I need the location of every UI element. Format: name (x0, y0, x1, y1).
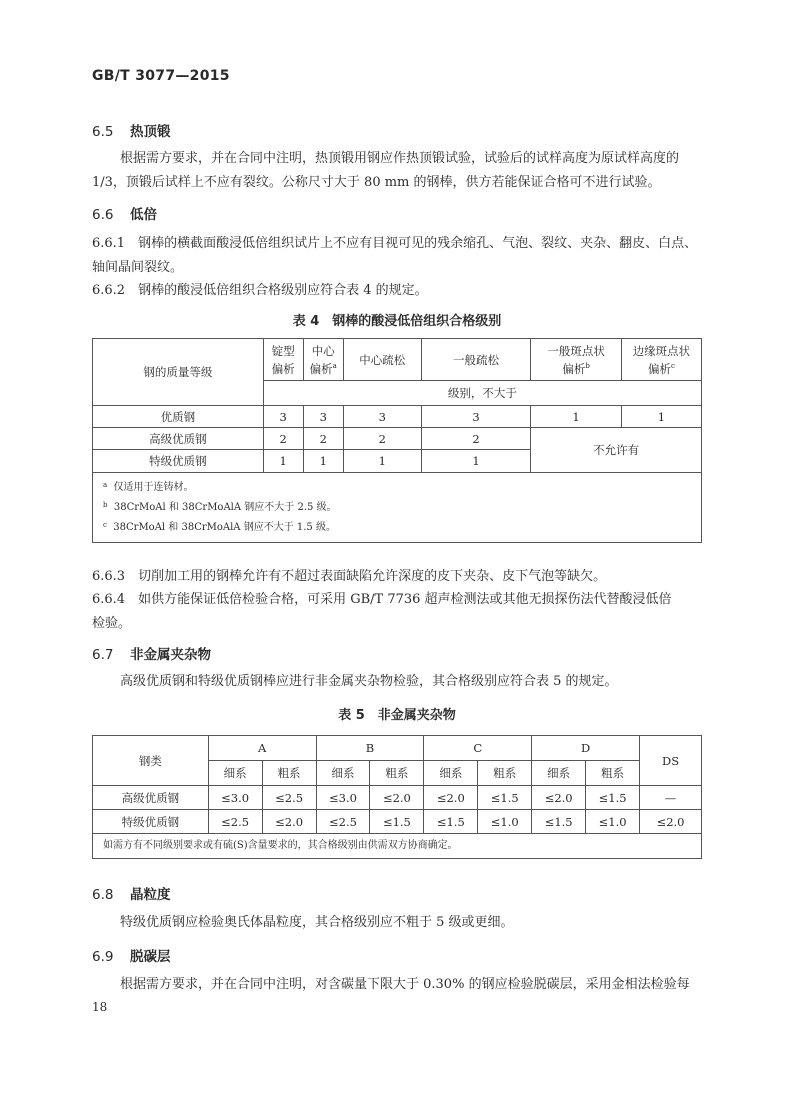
table-row (93, 786, 702, 810)
value-cell: 1 (303, 450, 343, 473)
header-cell: D (532, 736, 640, 761)
header-cell: 一般疏松 (421, 339, 531, 381)
value-cell: ≤2.0 (370, 786, 424, 810)
header-cell: 细系 (424, 761, 478, 786)
header-cell: 边缘斑点状 偏析$^c$ (621, 339, 701, 381)
section-number: 6.5 (92, 124, 114, 140)
section-title: 低倍 (130, 207, 157, 223)
clause-6-6-4-cont: 检验。 (92, 616, 132, 631)
footnote: $^c$ 38CrMoAl 和 38CrMoAlA 钢应不大于 1.5 级。 (103, 520, 336, 533)
type-cell: 特级优质钢 (93, 810, 209, 834)
value-cell: ≤1.5 (586, 786, 640, 810)
value-cell: 1 (263, 450, 303, 473)
value-cell: 2 (263, 428, 303, 450)
clause-6-6-3: 6.6.3 切削加工用的钢棒允许有不超过表面缺陷允许深度的皮下夹杂、皮下气泡等缺欠。 (92, 569, 607, 584)
header-cell: DS (640, 736, 702, 786)
footnote: $^a$ 仅适用于连铸材。 (103, 480, 194, 493)
paragraph: 高级优质钢和特级优质钢棒应进行非金属夹杂物检验，其合格级别应符合表 5 的规定。 (120, 674, 618, 689)
section-6-6-heading (92, 203, 157, 223)
footnote: $^b$ 38CrMoAl 和 38CrMoAlA 钢应不大于 2.5 级。 (103, 500, 337, 513)
value-cell: 3 (343, 406, 421, 428)
clause-6-6-1-cont: 轴间晶间裂纹。 (92, 260, 184, 275)
paragraph: 1/3，顶锻后试样上不应有裂纹。公称尺寸大于 80 mm 的钢棒，供方若能保证合格可不进行试验。 (92, 175, 661, 190)
section-title: 非金属夹杂物 (130, 647, 211, 663)
value-cell: ≤1.0 (586, 810, 640, 834)
table-5-caption: 表 5 非金属夹杂物 (338, 708, 456, 723)
section-title: 晶粒度 (130, 887, 171, 903)
header-cell: 钢的质量等级 (93, 339, 264, 406)
value-cell: 2 (421, 428, 531, 450)
value-cell: 3 (263, 406, 303, 428)
grade-cell: 高级优质钢 (93, 428, 264, 450)
value-cell: ≤1.5 (532, 810, 586, 834)
not-allowed-cell: 不允许有 (531, 428, 702, 473)
grade-cell: 优质钢 (93, 406, 264, 428)
table-5 (92, 735, 702, 859)
value-cell: 2 (343, 428, 421, 450)
value-cell: ≤3.0 (208, 786, 262, 810)
section-6-7-heading (92, 643, 211, 663)
header-cell: 中心疏松 (343, 339, 421, 381)
standard-number: GB/T 3077—2015 (92, 68, 230, 84)
header-cell: 粗系 (586, 761, 640, 786)
section-number: 6.7 (92, 647, 114, 663)
header-cell: 钢类 (93, 736, 209, 786)
table-header-row (93, 339, 702, 381)
header-cell: 锭型 偏析 (263, 339, 303, 381)
value-cell: ≤1.5 (370, 810, 424, 834)
header-cell: 一般斑点状 偏析$^b$ (531, 339, 622, 381)
section-number: 6.9 (92, 949, 114, 965)
table-row (93, 810, 702, 834)
table-4 (92, 338, 702, 543)
value-cell: 1 (421, 450, 531, 473)
header-cell: B (316, 736, 424, 761)
header-cell: 中心 偏析$^a$ (303, 339, 343, 381)
paragraph: 特级优质钢应检验奥氏体晶粒度，其合格级别应不粗于 5 级或更细。 (120, 915, 514, 930)
value-cell: ≤2.0 (424, 786, 478, 810)
grade-cell: 特级优质钢 (93, 450, 264, 473)
value-cell: 1 (531, 406, 622, 428)
header-cell: A (208, 736, 316, 761)
value-cell: ≤2.0 (262, 810, 316, 834)
clause-6-6-1: 6.6.1 钢棒的横截面酸浸低倍组织试片上不应有目视可见的残余缩孔、气泡、裂纹、夹杂、翻皮、白点、 (92, 236, 698, 251)
table-footnotes (93, 473, 702, 543)
section-number: 6.8 (92, 887, 114, 903)
value-cell: ≤1.5 (424, 810, 478, 834)
page-number: 18 (92, 1000, 108, 1014)
value-cell: 1 (343, 450, 421, 473)
value-cell: ≤2.0 (532, 786, 586, 810)
header-cell: 细系 (532, 761, 586, 786)
header-cell: 粗系 (478, 761, 532, 786)
table-header-row (93, 736, 702, 761)
clause-6-6-2: 6.6.2 钢棒的酸浸低倍组织合格级别应符合表 4 的规定。 (92, 283, 428, 298)
table-row (93, 406, 702, 428)
clause-6-6-4: 6.6.4 如供方能保证低倍检验合格，可采用 GB/T 7736 超声检测法或其他无损探伤法代替酸浸低倍 (92, 592, 672, 607)
table-footnotes-row (93, 473, 702, 543)
header-cell: 级别，不大于 (263, 381, 701, 406)
section-6-5-heading (92, 120, 171, 140)
header-cell: C (424, 736, 532, 761)
value-cell: — (640, 786, 702, 810)
value-cell: ≤3.0 (316, 786, 370, 810)
header-cell: 细系 (208, 761, 262, 786)
value-cell: 2 (303, 428, 343, 450)
value-cell: 1 (621, 406, 701, 428)
table-note: 如需方有不同级别要求或有硫(S)含量要求的，其合格级别由供需双方协商确定。 (93, 834, 702, 859)
header-cell: 细系 (316, 761, 370, 786)
value-cell: ≤1.5 (478, 786, 532, 810)
value-cell: ≤2.0 (640, 810, 702, 834)
value-cell: ≤2.5 (208, 810, 262, 834)
value-cell: 3 (303, 406, 343, 428)
value-cell: ≤2.5 (262, 786, 316, 810)
value-cell: ≤1.0 (478, 810, 532, 834)
value-cell: ≤2.5 (316, 810, 370, 834)
table-4-caption: 表 4 钢棒的酸浸低倍组织合格级别 (292, 314, 502, 329)
section-6-8-heading (92, 883, 171, 903)
header-cell: 粗系 (262, 761, 316, 786)
value-cell: 3 (421, 406, 531, 428)
section-number: 6.6 (92, 207, 114, 223)
table-row (93, 428, 702, 450)
paragraph: 根据需方要求，并在合同中注明，热顶锻用钢应作热顶锻试验，试验后的试样高度为原试样高度的 (120, 151, 680, 166)
section-title: 热顶锻 (130, 124, 171, 140)
header-cell: 粗系 (370, 761, 424, 786)
paragraph: 根据需方要求，并在合同中注明，对含碳量下限大于 0.30% 的钢应检验脱碳层，采用金相法检验每 (120, 977, 690, 992)
section-6-9-heading (92, 945, 171, 965)
section-title: 脱碳层 (130, 949, 171, 965)
type-cell: 高级优质钢 (93, 786, 209, 810)
table-note-row (93, 834, 702, 859)
